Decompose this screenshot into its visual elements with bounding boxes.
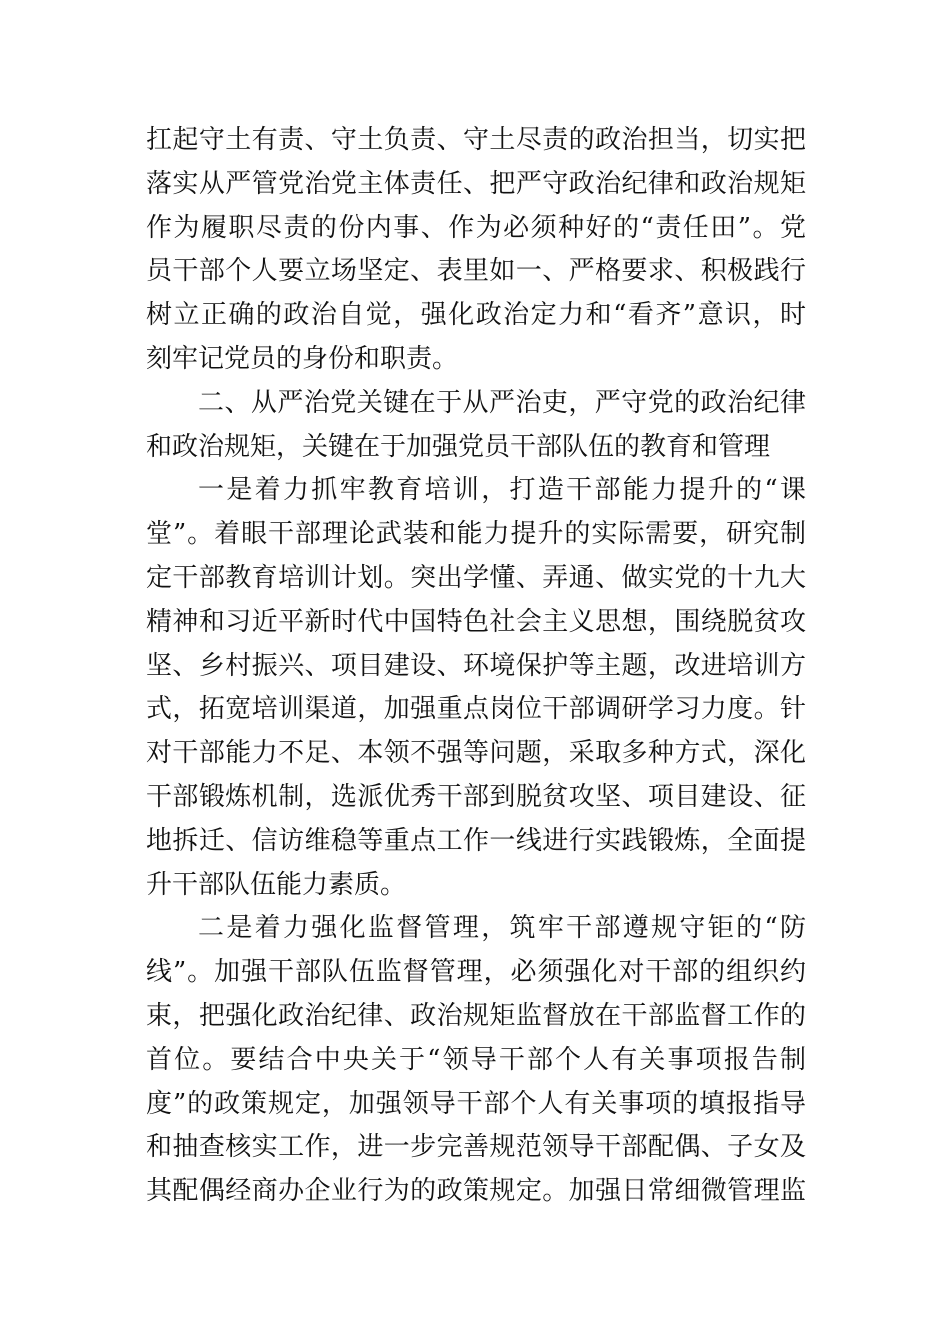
body-text [146,119,806,1214]
text-line: 一是着力抓牢教育培训，打造干部能力提升的“课 [198,475,806,506]
text-line: 刻牢记党员的身份和职责。 [146,343,459,374]
text-line: 和抽查核实工作，进一步完善规范领导干部配偶、子女及 [146,1132,806,1163]
text-line: 落实从严管党治党主体责任、把严守政治纪律和政治规矩 [146,168,806,199]
text-line: 其配偶经商办企业行为的政策规定。加强日常细微管理监 [146,1176,806,1207]
text-line: 精神和习近平新时代中国特色社会主义思想，围绕脱贫攻 [146,606,806,637]
text-line: 线”。加强干部队伍监督管理，必须强化对干部的组织约 [146,957,806,988]
text-line: 员干部个人要立场坚定、表里如一、严格要求、积极践行 [146,256,806,287]
text-line: 扛起守土有责、守土负责、守土尽责的政治担当，切实把 [146,125,806,155]
text-line: 式，拓宽培训渠道，加强重点岗位干部调研学习力度。针 [146,694,806,725]
text-line: 首位。要结合中央关于“领导干部个人有关事项报告制 [146,1044,806,1075]
text-line: 定干部教育培训计划。突出学懂、弄通、做实党的十九大 [146,562,806,593]
text-line: 堂”。着眼干部理论武装和能力提升的实际需要，研究制 [146,519,806,550]
text-line: 对干部能力不足、本领不强等问题，采取多种方式，深化 [146,738,806,769]
section-heading-line: 二、从严治党关键在于从严治吏，严守党的政治纪律 [198,387,806,418]
text-line: 树立正确的政治自觉，强化政治定力和“看齐”意识，时 [146,300,806,331]
text-line: 作为履职尽责的份内事、作为必须种好的“责任田”。党 [146,212,806,243]
text-line: 二是着力强化监督管理，筑牢干部遵规守钜的“防 [198,913,806,944]
text-line: 坚、乡村振兴、项目建设、环境保护等主题，改进培训方 [146,650,806,681]
text-line: 度”的政策规定，加强领导干部个人有关事项的填报指导 [146,1088,806,1119]
text-line: 地拆迁、信访维稳等重点工作一线进行实践锻炼，全面提 [146,825,806,856]
section-heading-line: 和政治规矩，关键在于加强党员干部队伍的教育和管理 [146,431,771,462]
text-line: 升干部队伍能力素质。 [146,869,407,900]
text-line: 束，把强化政治纪律、政治规矩监督放在干部监督工作的 [146,1000,806,1031]
text-line: 干部锻炼机制，选派优秀干部到脱贫攻坚、项目建设、征 [146,781,806,812]
